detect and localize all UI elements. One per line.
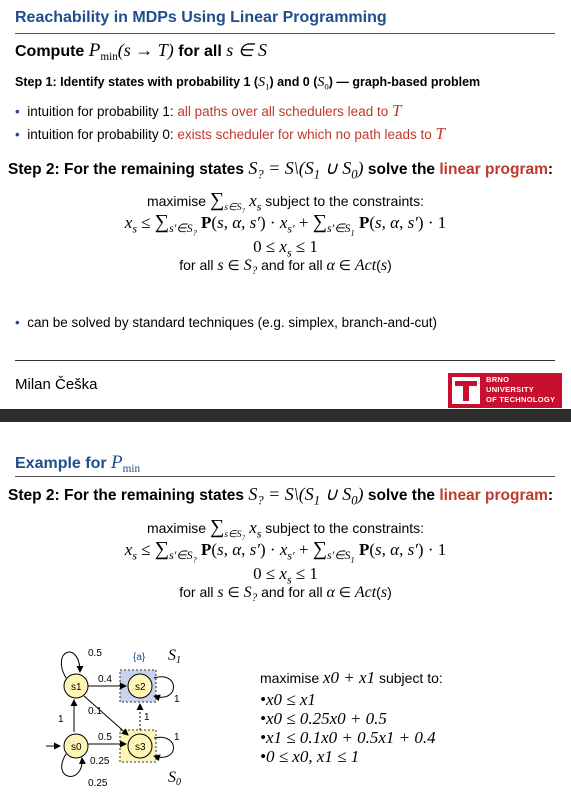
edge-label: 1 (174, 732, 180, 743)
lp-block-2: maximise $\sum_{s\in S_?}$ $x_s$ subject to the constraints: $x_s \le \sum_{s'\in S_?}$ P(s, α, $s') \cdot x_{s'} + \sum_{s'\in S_1}$ P(s, α, s′) · 1 $0 \le x_s \le 1$ for all s ∈ $S_?$ and for all α ∈ Act(s) (124, 516, 447, 605)
slide1-title: Reachability in MDPs Using Linear Programming (15, 9, 387, 26)
state-label-s0: s0 (71, 742, 82, 753)
bullet-prob1: • intuition for probability 1: all paths over all schedulers lead to T (15, 101, 402, 120)
mdp-diagram (40, 640, 205, 790)
label-a: {a} (133, 652, 146, 663)
bullet-prob0: • intuition for probability 0: exists scheduler for which no path leads to T (15, 124, 445, 143)
footer-rule (15, 360, 555, 361)
edge-label: 1 (174, 694, 180, 705)
edge-label: 0.25 (90, 756, 110, 767)
state-label-s2: s2 (135, 682, 146, 693)
edge-label: 0.5 (88, 648, 102, 659)
slide-separator (0, 409, 571, 422)
university-logo: BRNO UNIVERSITY OF TECHNOLOGY (448, 373, 562, 408)
loop-s3 (154, 737, 174, 757)
edge-label: 0.1 (88, 706, 102, 717)
edge-label: 1 (58, 714, 64, 725)
edge-label: 0.25 (88, 778, 108, 789)
slide2-title: Example for $P_{min}$ (15, 452, 141, 476)
set-label-s0: S0 (168, 769, 181, 788)
compute-line: Compute $P_{min}(s \to T)$ for all s ∈ S (15, 40, 267, 64)
edge-label: 0.4 (98, 674, 112, 685)
edge-label: 0.5 (98, 732, 112, 743)
example-lp: maximise x0 + x1 subject to: •x0 ≤ x1 •x0 ≤ 0.25x0 + 0.5 •x1 ≤ 0.1x0 + 0.5x1 + 0.4 •0 ≤ x0, x1 ≤ 1 (260, 668, 443, 766)
loop-s2 (154, 677, 174, 697)
step2-line-example: Step 2: For the remaining states $S_?$ = $S\backslash(S_1$ ∪ $S_0$) solve the linear program: (8, 484, 554, 508)
bullet-standard-techniques: • can be solved by standard techniques (e.g. simplex, branch-and-cut) (15, 315, 437, 330)
state-label-s1: s1 (71, 682, 82, 693)
title2-rule (15, 476, 555, 477)
author-name: Milan Češka (15, 376, 98, 393)
state-label-s3: s3 (135, 742, 146, 753)
set-label-s1: S1 (168, 647, 181, 666)
title-rule (15, 33, 555, 34)
lp-block-1: maximise $\sum_{s\in S_?}$ $x_s$ subject to the constraints: $x_s \le \sum_{s'\in S_?}$ P(s, α, $s') \cdot x_{s'} + \sum_{s'\in S_1}$ P(s, α, s′) · 1 $0 \le x_s \le 1$ for all s ∈ $S_?$ and for all α ∈ Act(s) (124, 189, 447, 278)
step1-line: Step 1: Identify states with probability 1 $(S_1)$ and 0 $(S_0)$ — graph-based problem (15, 75, 481, 92)
step2-line: Step 2: For the remaining states $S_?$ = $S\backslash(S_1$ ∪ $S_0$) solve the linear program: (8, 158, 554, 182)
edge-label: 1 (144, 712, 150, 723)
logo-mark (452, 377, 480, 404)
